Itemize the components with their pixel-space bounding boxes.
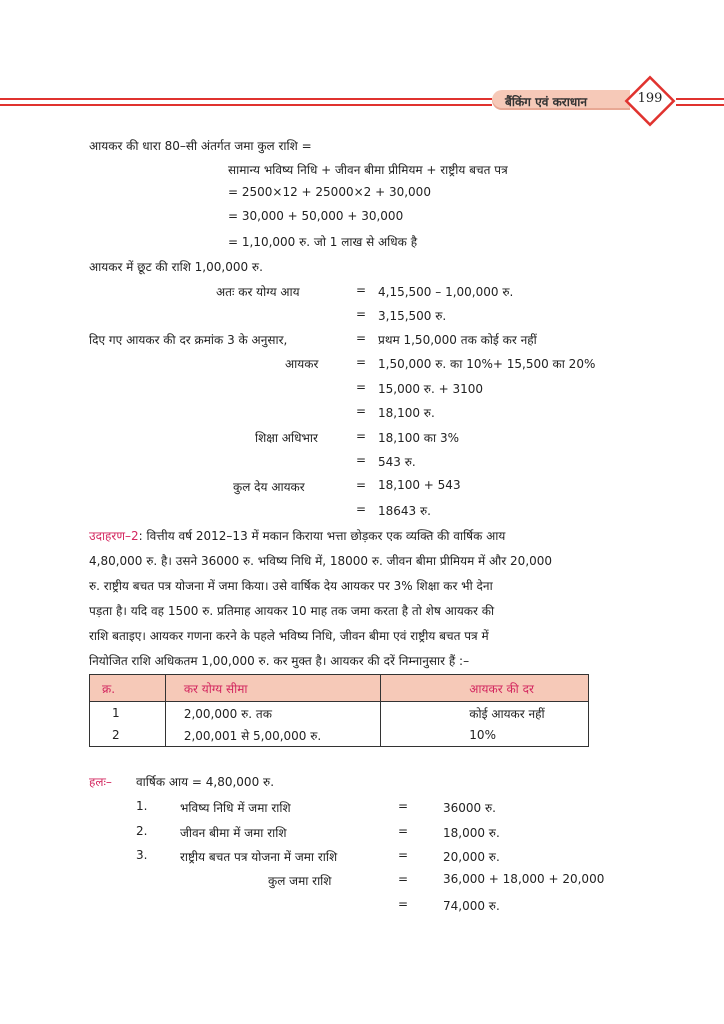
table-row: [90, 702, 589, 725]
equals-sign: =: [398, 824, 409, 838]
equals-sign: =: [356, 478, 367, 492]
example2-line4: पड़ता है। यदि वह 1500 रु. प्रतिमाह आयकर 10 माह तक जमा करता है तो शेष आयकर की: [89, 604, 495, 618]
example2-line3: रु. राष्ट्रीय बचत पत्र योजना में जमा किया। उसे वार्षिक देय आयकर पर 3% शिक्षा कर भी देना: [89, 579, 493, 593]
sec80-line2: = 2500×12 + 25000×2 + 30,000: [228, 185, 431, 199]
taxable-income-value-1: 4,15,500 – 1,00,000 रु.: [378, 285, 514, 299]
page-number: 199: [637, 91, 663, 106]
solution-total-value-2: 74,000 रु.: [443, 899, 500, 913]
tax-rate-table: [89, 674, 589, 747]
solution-total-label: कुल जमा राशि: [268, 874, 332, 888]
table-row: [90, 724, 589, 747]
example2-text-1: वित्तीय वर्ष 2012–13 में मकान किराया भत्ता छोड़कर एक व्यक्ति की वार्षिक आय: [146, 529, 506, 543]
total-tax-value-1: 18,100 + 543: [378, 478, 461, 492]
education-cess-value-2: 543 रु.: [378, 455, 416, 469]
equals-sign: =: [398, 897, 409, 911]
sec80-line3: = 30,000 + 50,000 + 30,000: [228, 209, 404, 223]
solution-item-number: 1.: [136, 799, 148, 813]
table-header-row: [90, 675, 589, 702]
income-tax-value-2: 15,000 रु. + 3100: [378, 382, 484, 396]
sec80-heading: आयकर की धारा 80–सी अंतर्गत जमा कुल राशि =: [89, 139, 312, 153]
solution-item-label: जीवन बीमा में जमा राशि: [180, 826, 287, 840]
solution-item-number: 3.: [136, 848, 148, 862]
solution-item-value: 20,000 रु.: [443, 850, 500, 864]
equals-sign: =: [356, 307, 367, 321]
sec80-line1: सामान्य भविष्य निधि + जीवन बीमा प्रीमियम + राष्ट्रीय बचत पत्र: [228, 163, 508, 177]
solution-label: हलः–: [89, 775, 112, 789]
education-cess-value-1: 18,100 का 3%: [378, 431, 459, 445]
table-header-serial: क्र.: [90, 675, 166, 702]
table-cell-limit: 2,00,000 रु. तक: [165, 702, 380, 725]
table-cell-serial: 2: [90, 724, 166, 747]
taxable-income-label: अतः कर योग्य आय: [216, 285, 300, 299]
example2-line1: [89, 527, 505, 544]
equals-sign: =: [356, 453, 367, 467]
header-rule-bottom: [0, 104, 492, 106]
equals-sign: =: [356, 502, 367, 516]
education-cess-label: शिक्षा अधिभार: [255, 431, 318, 445]
header-rule-right-top: [676, 98, 724, 100]
exemption-line: आयकर में छूट की राशि 1,00,000 रु.: [89, 260, 263, 274]
table-cell-rate: 10%: [381, 724, 589, 747]
equals-sign: =: [398, 848, 409, 862]
header-section-title: बैंकिंग एवं कराधान: [505, 95, 587, 109]
rate-note: दिए गए आयकर की दर क्रमांक 3 के अनुसार,: [89, 333, 288, 347]
example2-line6: नियोजित राशि अधिकतम 1,00,000 रु. कर मुक्त है। आयकर की दरें निम्नानुसार हैं :–: [89, 654, 470, 668]
income-tax-value-3: 18,100 रु.: [378, 406, 435, 420]
example2-line2: 4,80,000 रु. है। उसने 36000 रु. भविष्य निधि में, 18000 रु. जीवन बीमा प्रीमियम में और 20,000: [89, 554, 553, 568]
equals-sign: =: [398, 799, 409, 813]
solution-item-value: 36000 रु.: [443, 801, 496, 815]
table-header-tax-rate: आयकर की दर: [381, 675, 589, 702]
sec80-line4: = 1,10,000 रु. जो 1 लाख से अधिक है: [228, 235, 418, 249]
annual-income-line: वार्षिक आय = 4,80,000 रु.: [136, 775, 275, 789]
solution-item-label: भविष्य निधि में जमा राशि: [180, 801, 291, 815]
table-cell-limit: 2,00,001 से 5,00,000 रु.: [165, 724, 380, 747]
solution-item-value: 18,000 रु.: [443, 826, 500, 840]
income-tax-value-1: 1,50,000 रु. का 10%+ 15,500 का 20%: [378, 357, 596, 371]
solution-item-label: राष्ट्रीय बचत पत्र योजना में जमा राशि: [180, 850, 338, 864]
rate-value-1: प्रथम 1,50,000 तक कोई कर नहीं: [378, 333, 537, 347]
table-header-taxable-limit: कर योग्य सीमा: [165, 675, 380, 702]
equals-sign: =: [356, 331, 367, 345]
equals-sign: =: [356, 283, 367, 297]
equals-sign: =: [356, 380, 367, 394]
example2-label: उदाहरण–2: [89, 529, 139, 543]
example2-colon: :: [138, 529, 147, 543]
equals-sign: =: [356, 404, 367, 418]
total-tax-value-2: 18643 रु.: [378, 504, 431, 518]
solution-total-value-1: 36,000 + 18,000 + 20,000: [443, 872, 605, 886]
example2-line5: राशि बताइए। आयकर गणना करने के पहले भविष्य निधि, जीवन बीमा एवं राष्ट्रीय बचत पत्र में: [89, 629, 489, 643]
header-rule-top: [0, 98, 492, 100]
header-rule-right-bottom: [676, 104, 724, 106]
solution-item-number: 2.: [136, 824, 148, 838]
table-cell-serial: 1: [90, 702, 166, 725]
equals-sign: =: [356, 355, 367, 369]
equals-sign: =: [398, 872, 409, 886]
equals-sign: =: [356, 429, 367, 443]
table-cell-rate: कोई आयकर नहीं: [381, 702, 589, 725]
taxable-income-value-2: 3,15,500 रु.: [378, 309, 447, 323]
total-tax-label: कुल देय आयकर: [233, 480, 305, 494]
income-tax-label: आयकर: [285, 357, 319, 371]
page-number-badge: [625, 76, 675, 126]
